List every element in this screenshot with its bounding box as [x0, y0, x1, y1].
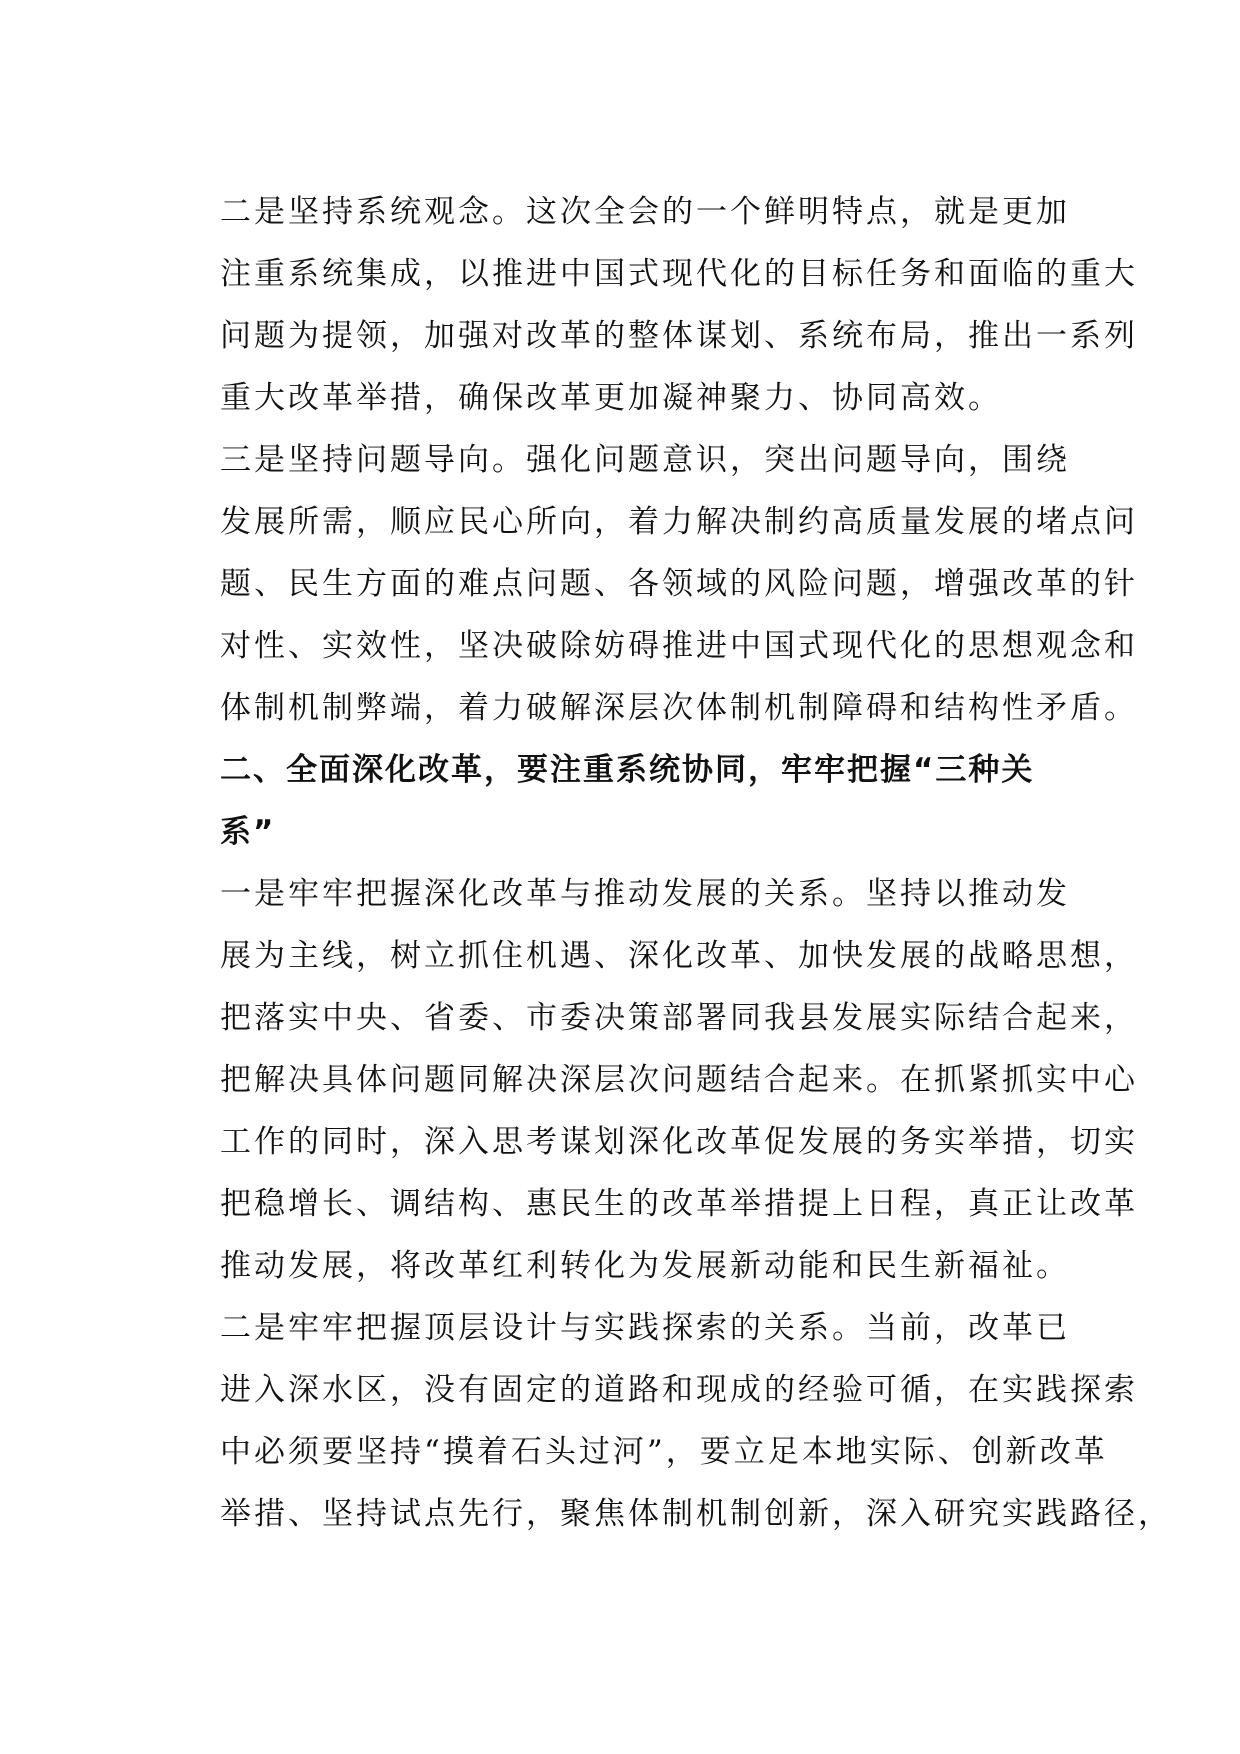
text-line: 进入深水区，没有固定的道路和现成的经验可循，在实践探索: [220, 1372, 1138, 1408]
paragraph-reform-and-development: [158, 863, 1138, 1297]
text-line: 推动发展，将改革红利转化为发展新动能和民生新福祉。: [220, 1248, 1070, 1284]
text-line: 发展所需，顺应民心所向，着力解决制约高质量发展的堵点问: [220, 504, 1138, 540]
text-line: 中必须要坚持“摸着石头过河”，要立足本地实际、创新改革: [220, 1434, 1108, 1470]
text-line: 三是坚持问题导向。强化问题意识，突出问题导向，围绕: [220, 442, 1070, 478]
text-line: 重大改革举措，确保改革更加凝神聚力、协同高效。: [220, 380, 1002, 416]
text-line: 把稳增长、调结构、惠民生的改革举措提上日程，真正让改革: [220, 1186, 1138, 1222]
paragraph-problem-orientation: [158, 429, 1138, 739]
text-line: 题、民生方面的难点问题、各领域的风险问题，增强改革的针: [220, 566, 1138, 602]
text-line: 展为主线，树立抓住机遇、深化改革、加快发展的战略思想，: [220, 938, 1138, 974]
text-line: 二是坚持系统观念。这次全会的一个鲜明特点，就是更加: [220, 194, 1070, 230]
text-line: 二是牢牢把握顶层设计与实践探索的关系。当前，改革已: [220, 1310, 1070, 1346]
paragraph-system-concept: [158, 181, 1138, 429]
text-line: 注重系统集成，以推进中国式现代化的目标任务和面临的重大: [220, 256, 1138, 292]
section-heading: [158, 739, 1058, 863]
text-line: 工作的同时，深入思考谋划深化改革促发展的务实举措，切实: [220, 1124, 1138, 1160]
text-line: 对性、实效性，坚决破除妨碍推进中国式现代化的思想观念和: [220, 628, 1138, 664]
heading-line: 二、全面深化改革，要注重系统协同，牢牢把握“三种关: [220, 752, 1035, 788]
text-line: 举措、坚持试点先行，聚焦体制机制创新，深入研究实践路径，: [220, 1496, 1172, 1532]
paragraph-top-design-and-practice: [158, 1297, 1172, 1545]
text-line: 一是牢牢把握深化改革与推动发展的关系。坚持以推动发: [220, 876, 1070, 912]
text-line: 把落实中央、省委、市委决策部署同我县发展实际结合起来，: [220, 1000, 1138, 1036]
text-line: 问题为提领，加强对改革的整体谋划、系统布局，推出一系列: [220, 318, 1138, 354]
document-body: [158, 181, 1172, 1545]
text-line: 体制机制弊端，着力破解深层次体制机制障碍和结构性矛盾。: [220, 690, 1138, 726]
heading-line: 系”: [220, 814, 276, 850]
text-line: 把解决具体问题同解决深层次问题结合起来。在抓紧抓实中心: [220, 1062, 1138, 1098]
